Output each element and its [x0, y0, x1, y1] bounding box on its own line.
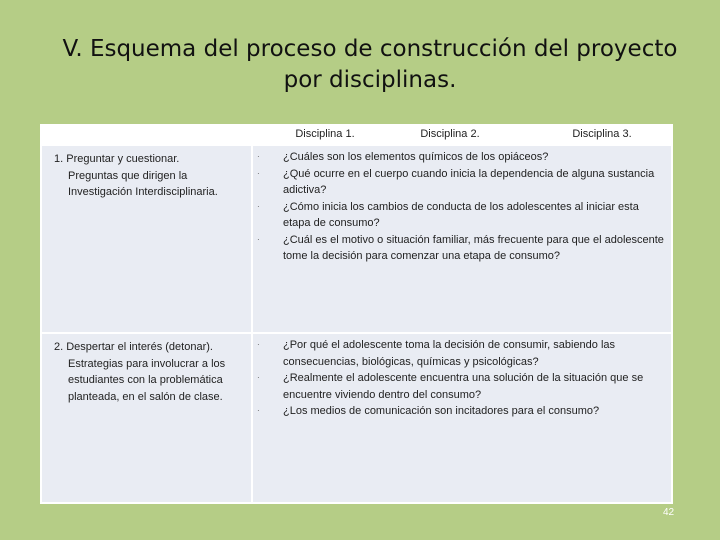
question-text: ¿Cuáles son los elementos químicos de los opiáceos?	[283, 151, 549, 163]
row-1-questions-cell	[253, 146, 671, 332]
row-1-step-title: 1. Preguntar y cuestionar.	[54, 153, 180, 165]
question-text: ¿Los medios de comunicación son incitadores para el consumo?	[283, 405, 600, 417]
bullet-icon: ·	[257, 373, 260, 382]
list-item	[257, 166, 667, 199]
row-2-step-description: Estrategias para involucrar a los estudiantes con la problemática planteada, en el salón de clase.	[68, 357, 226, 403]
header-disciplina-3: Disciplina 3.	[572, 128, 632, 140]
question-text: ¿Qué ocurre en el cuerpo cuando inicia la dependencia de alguna sustancia adictiva?	[283, 167, 655, 196]
disciplines-table	[40, 124, 673, 504]
row-2-step-cell	[42, 334, 251, 502]
page-number: 42	[663, 507, 675, 518]
row-1-step-description: Preguntas que dirigen la Investigación Interdisciplinaria.	[68, 169, 218, 198]
bullet-icon: ·	[257, 406, 260, 415]
list-item	[257, 149, 667, 166]
slide-title-line-1: V. Esquema del proceso de construcción del proyecto	[62, 36, 678, 62]
bullet-icon: ·	[257, 234, 260, 244]
bullet-icon: ·	[257, 201, 260, 211]
question-text: ¿Por qué el adolescente toma la decisión de consumir, sabiendo las consecuencias, biológicas, químicas y psicológicas?	[283, 339, 616, 368]
list-item	[257, 337, 667, 370]
slide-title-line-2: por disciplinas.	[283, 67, 457, 93]
question-text: ¿Realmente el adolescente encuentra una solución de la situación que se encuentre viviendo dentro del consumo?	[283, 372, 644, 401]
header-disciplina-1: Disciplina 1.	[295, 128, 355, 140]
question-text: ¿Cómo inicia los cambios de conducta de los adolescentes al iniciar esta etapa de consumo?	[283, 200, 639, 229]
list-item	[257, 403, 667, 420]
list-item	[257, 232, 667, 265]
row-2-questions-cell	[253, 334, 671, 502]
list-item	[257, 370, 667, 403]
bullet-icon: ·	[257, 168, 260, 178]
slide-title	[40, 34, 700, 96]
bullet-icon: ·	[257, 152, 260, 161]
question-text: ¿Cuál es el motivo o situación familiar, más frecuente para que el adolescente tome la decisión para comenzar una etapa de consumo?	[283, 233, 664, 262]
list-item	[257, 199, 667, 232]
bullet-icon: ·	[257, 340, 260, 349]
row-2-step-title: 2. Despertar el interés (detonar).	[54, 341, 213, 353]
row-1-step-cell	[42, 146, 251, 332]
header-disciplina-2: Disciplina 2.	[420, 128, 480, 140]
